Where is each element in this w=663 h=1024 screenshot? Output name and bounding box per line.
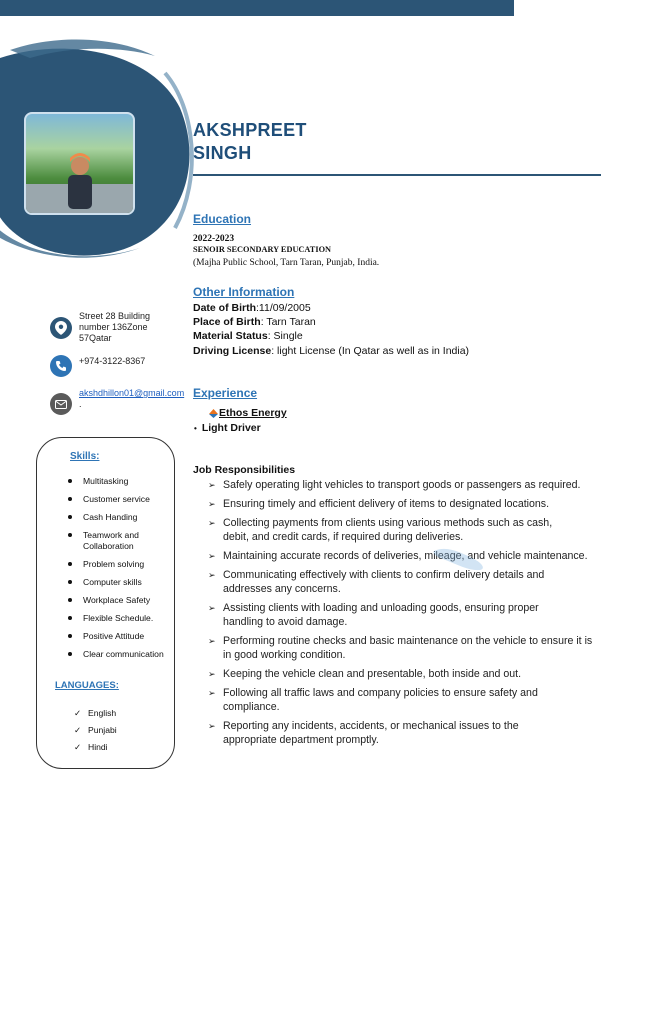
languages-list bbox=[74, 708, 117, 759]
contact-phone: +974-3122-8367 bbox=[79, 356, 146, 366]
arrow-bullet-icon: ➢ bbox=[208, 570, 216, 580]
list-item: ➢ Maintaining accurate records of deliveries, mileage, and vehicle maintenance. bbox=[208, 550, 588, 562]
list-item: Flexible Schedule. bbox=[68, 613, 168, 624]
arrow-bullet-icon: ➢ bbox=[208, 669, 216, 679]
responsibilities-list bbox=[208, 478, 608, 752]
list-item: Cash Handing bbox=[68, 512, 168, 523]
list-item: ✓ Hindi bbox=[74, 742, 108, 752]
list-item: Teamwork and Collaboration bbox=[68, 530, 168, 552]
list-item: Problem solving bbox=[68, 559, 168, 570]
last-name: SINGH bbox=[193, 143, 252, 163]
arrow-bullet-icon: ➢ bbox=[208, 518, 216, 528]
experience-heading: Experience bbox=[193, 386, 258, 400]
check-icon: ✓ bbox=[74, 708, 82, 718]
list-item: ➢ Performing routine checks and basic maintenance on the vehicle to ensure it is in good working condition. bbox=[208, 635, 593, 661]
list-item: ➢ Assisting clients with loading and unloading goods, ensuring proper handling to avoid damage. bbox=[208, 602, 539, 628]
education-heading: Education bbox=[193, 212, 252, 226]
location-icon bbox=[50, 317, 72, 339]
list-item: ➢ Ensuring timely and efficient delivery of items to designated locations. bbox=[208, 498, 550, 510]
top-banner-bar bbox=[0, 0, 514, 16]
highlight-smudge-decoration bbox=[432, 545, 487, 571]
arrow-bullet-icon: ➢ bbox=[208, 721, 216, 731]
profile-photo bbox=[24, 112, 135, 215]
list-item: ➢ Reporting any incidents, accidents, or mechanical issues to the appropriate department promptly. bbox=[208, 720, 519, 746]
arrow-bullet-icon: ➢ bbox=[208, 499, 216, 509]
education-years: 2022-2023 bbox=[193, 234, 235, 244]
arrow-bullet-icon: ➢ bbox=[208, 688, 216, 698]
experience-role: • Light Driver bbox=[194, 422, 261, 434]
list-item: ✓ English bbox=[74, 708, 117, 718]
education-degree: SENOIR SECONDARY EDUCATION bbox=[193, 245, 332, 254]
contact-email-suffix: . bbox=[79, 399, 82, 409]
list-item: Computer skills bbox=[68, 577, 168, 588]
list-item: Positive Attitude bbox=[68, 631, 168, 642]
list-item: Multitasking bbox=[68, 476, 168, 487]
name-divider bbox=[193, 174, 601, 176]
list-item: ✓ Punjabi bbox=[74, 725, 117, 735]
education-school: (Majha Public School, Tarn Taran, Punjab, India. bbox=[193, 258, 380, 268]
list-item: Workplace Safety bbox=[68, 595, 168, 606]
other-info-heading: Other Information bbox=[193, 285, 295, 299]
list-item: ➢ Safely operating light vehicles to transport goods or passengers as required. bbox=[208, 479, 581, 491]
list-item: ➢ Communicating effectively with clients to confirm delivery details and addresses any concerns. bbox=[208, 569, 545, 595]
arrow-bullet-icon: ➢ bbox=[208, 551, 216, 561]
arrow-bullet-icon: ➢ bbox=[208, 480, 216, 490]
languages-heading: LANGUAGES: bbox=[55, 680, 119, 691]
experience-company: Ethos Energy bbox=[219, 407, 287, 419]
info-birthplace: Place of Birth: Tarn Taran bbox=[193, 316, 316, 328]
skills-heading: Skills: bbox=[70, 451, 100, 462]
check-icon: ✓ bbox=[74, 725, 82, 735]
first-name: AKSHPREET bbox=[193, 120, 307, 140]
info-driving-license: Driving License: light License (In Qatar as well as in India) bbox=[193, 345, 470, 357]
responsibilities-heading: Job Responsibilities bbox=[193, 464, 296, 476]
arrow-bullet-icon: ➢ bbox=[208, 636, 216, 646]
email-icon bbox=[50, 393, 72, 415]
arrow-bullet-icon: ➢ bbox=[208, 603, 216, 613]
list-item: ➢ Collecting payments from clients using various methods such as cash, debit, and credit cards, if required during deliveries. bbox=[208, 517, 553, 543]
list-item: Customer service bbox=[68, 494, 168, 505]
candidate-name bbox=[193, 119, 307, 165]
phone-icon bbox=[50, 355, 72, 377]
contact-email-link[interactable]: akshdhillon01@gmail.com bbox=[79, 388, 185, 398]
company-logo-icon bbox=[209, 409, 218, 418]
info-marital-status: Material Status: Single bbox=[193, 330, 303, 342]
info-dob: Date of Birth:11/09/2005 bbox=[193, 302, 311, 314]
skills-list bbox=[68, 476, 168, 667]
list-item: ➢ Following all traffic laws and company policies to ensure safety and compliance. bbox=[208, 687, 538, 713]
check-icon: ✓ bbox=[74, 742, 82, 752]
list-item: ➢ Keeping the vehicle clean and presentable, both inside and out. bbox=[208, 668, 522, 680]
list-item: Clear communication bbox=[68, 649, 168, 660]
contact-address: Street 28 Building number 136Zone 57Qatar bbox=[79, 311, 151, 343]
